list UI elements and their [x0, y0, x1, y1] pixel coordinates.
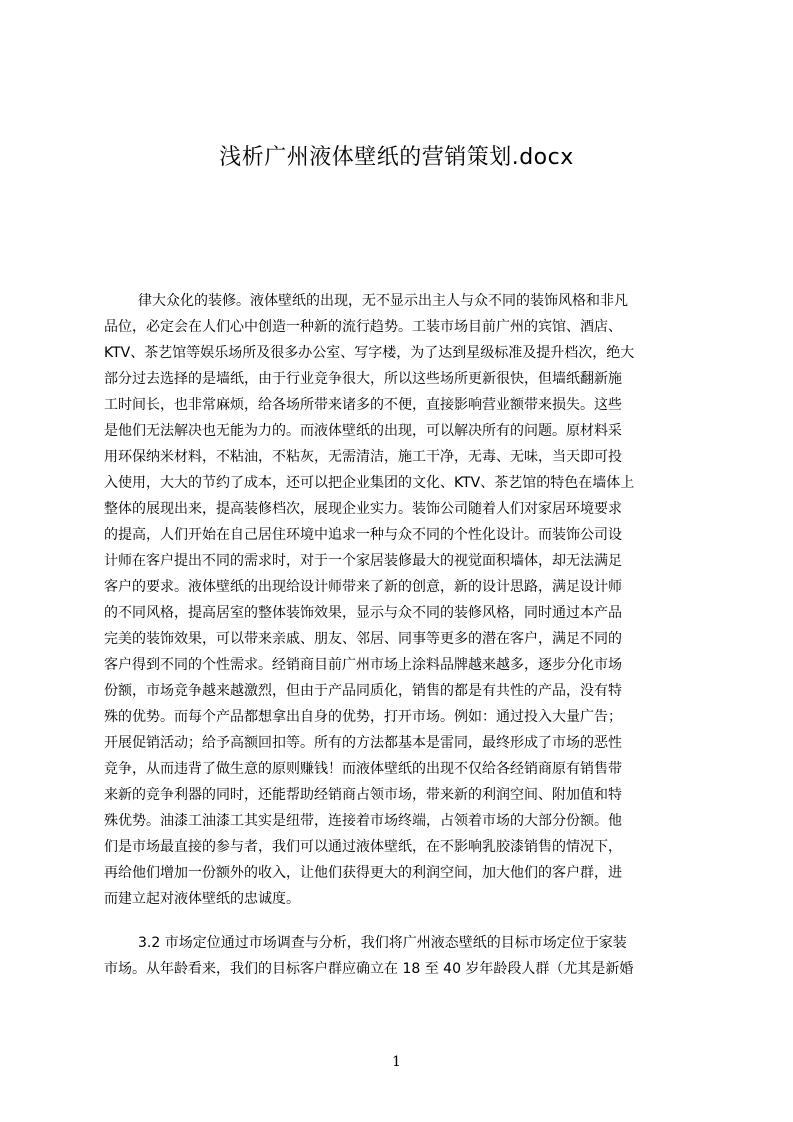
text-line: KTV、茶艺馆等娱乐场所及很多办公室、写字楼，为了达到星级标准及提升档次，绝大 [104, 345, 635, 361]
text-line: 是他们无法解决也无能为力的。而液体壁纸的出现，可以解决所有的问题。原材料采 [104, 423, 622, 439]
paragraph-2 [104, 930, 697, 982]
text-line: 客户得到不同的个性需求。经销商目前广州市场上涂料品牌越来越多，逐步分化市场 [104, 657, 622, 673]
text-line: 整体的展现出来，提高装修档次，展现企业实力。装饰公司随着人们对家居环境要求 [104, 501, 622, 517]
document-title: 浅析广州液体壁纸的营销策划.docx [219, 145, 574, 170]
text-line: 殊优势。油漆工油漆工其实是纽带，连接着市场终端，占领着市场的大部分份额。他 [104, 813, 622, 829]
text-line: 部分过去选择的是墙纸，由于行业竞争很大，所以这些场所更新很快，但墙纸翻新施 [104, 371, 622, 387]
text-line: 殊的优势。而每个产品都想拿出自身的优势，打开市场。例如：通过投入大量广告； [104, 709, 622, 725]
text-line: 来新的竞争利器的同时，还能帮助经销商占领市场，带来新的利润空间、附加值和特 [104, 787, 622, 803]
text-line: 而建立起对液体壁纸的忠诚度。 [104, 891, 300, 907]
text-line: 再给他们增加一份额外的收入，让他们获得更大的利润空间，加大他们的客户群，进 [104, 865, 622, 881]
text-line: 客户的要求。液体壁纸的出现给设计师带来了新的创意，新的设计思路，满足设计师 [104, 579, 622, 595]
text-line: 工时间长，也非常麻烦，给各场所带来诸多的不便，直接影响营业额带来损失。这些 [104, 397, 622, 413]
text-line: 市场。从年龄看来，我们的目标客户群应确立在 18 至 40 岁年龄段人群（尤其是新婚 [104, 961, 634, 977]
document-body [104, 288, 697, 1008]
text-line: 的提高，人们开始在自己居住环境中追求一种与众不同的个性化设计。而装饰公司设 [104, 527, 622, 543]
text-line: 完美的装饰效果，可以带来亲戚、朋友、邻居、同事等更多的潜在客户，满足不同的 [104, 631, 622, 647]
text-line: 计师在客户提出不同的需求时，对于一个家居装修最大的视觉面积墙体，却无法满足 [104, 553, 622, 569]
text-line: 律大众化的装修。液体壁纸的出现，无不显示出主人与众不同的装饰风格和非凡 [138, 293, 628, 309]
text-line: 品位，必定会在人们心中创造一种新的流行趋势。工装市场目前广州的宾馆、酒店、 [104, 319, 622, 335]
page-number: 1 [392, 1054, 401, 1070]
text-line: 的不同风格，提高居室的整体装饰效果，显示与众不同的装修风格，同时通过本产品 [104, 605, 622, 621]
text-line: 入使用，大大的节约了成本，还可以把企业集团的文化、KTV、茶艺馆的特色在墙体上 [104, 475, 635, 491]
text-line: 3.2 市场定位通过市场调查与分析，我们将广州液态壁纸的目标市场定位于家装 [138, 935, 627, 951]
text-line: 竞争，从而违背了做生意的原则赚钱！而液体壁纸的出现不仅给各经销商原有销售带 [104, 761, 622, 777]
text-line: 份额，市场竞争越来越激烈，但由于产品同质化，销售的都是有共性的产品，没有特 [104, 683, 622, 699]
text-line: 开展促销活动；给予高额回扣等。所有的方法都基本是雷同，最终形成了市场的恶性 [104, 735, 622, 751]
text-line: 用环保纳米材料，不粘油，不粘灰，无需清洁，施工干净，无毒、无味，当天即可投 [104, 449, 622, 465]
paragraph-1 [104, 288, 697, 912]
text-line: 们是市场最直接的参与者，我们可以通过液体壁纸，在不影响乳胶漆销售的情况下， [104, 839, 622, 855]
